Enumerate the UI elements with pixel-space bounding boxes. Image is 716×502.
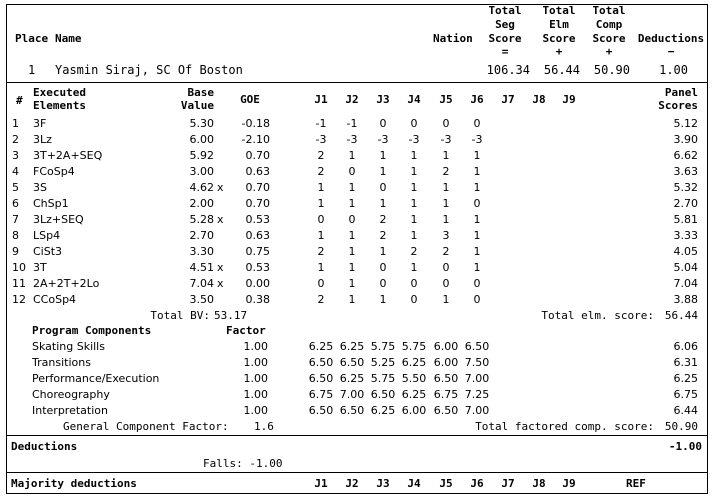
judge-header-6: J6 xyxy=(470,93,484,106)
skater-deductions: 1.00 xyxy=(659,63,688,77)
element-judge-6: -3 xyxy=(471,133,483,146)
component-name: Interpretation xyxy=(32,404,108,417)
component-judge-4: 6.00 xyxy=(401,404,427,417)
header-tes-4: + xyxy=(555,45,563,58)
component-judge-5: 6.50 xyxy=(433,404,459,417)
component-judge-2: 6.50 xyxy=(339,356,365,369)
element-judge-2: 0 xyxy=(348,165,356,178)
component-judge-5: 6.75 xyxy=(433,388,459,401)
col-goe: GOE xyxy=(240,93,260,106)
element-judge-5: 1 xyxy=(442,293,450,306)
component-factor: 1.00 xyxy=(243,372,268,385)
element-panel-score: 5.04 xyxy=(673,261,698,274)
components-header: Program Components xyxy=(32,324,152,337)
element-judge-5: -3 xyxy=(440,133,452,146)
gcf-label: General Component Factor: xyxy=(63,420,229,433)
element-judge-5: 1 xyxy=(442,197,450,210)
col-panel-1: Panel xyxy=(664,86,698,99)
element-judge-1: 1 xyxy=(317,261,325,274)
component-judge-6: 7.25 xyxy=(464,388,490,401)
element-panel-score: 4.05 xyxy=(673,245,698,258)
element-number: 5 xyxy=(12,181,19,194)
element-panel-score: 7.04 xyxy=(673,277,698,290)
component-score: 6.31 xyxy=(673,356,698,369)
deductions-label: Deductions xyxy=(11,440,78,453)
judge-header-2: J2 xyxy=(345,93,359,106)
header-place: Place xyxy=(15,32,49,45)
element-base-value: 2.00 xyxy=(189,197,214,210)
header-tss-4: = xyxy=(501,45,509,58)
element-judge-3: 0 xyxy=(379,277,387,290)
element-judge-4: 0 xyxy=(410,293,418,306)
element-judge-6: 1 xyxy=(473,165,481,178)
element-judge-1: 0 xyxy=(317,277,325,290)
majority-judge-8: J8 xyxy=(532,477,546,490)
element-number: 2 xyxy=(12,133,19,146)
element-goe: -0.18 xyxy=(241,117,270,130)
element-judge-3: 2 xyxy=(379,213,387,226)
component-factor: 1.00 xyxy=(243,340,268,353)
element-name: 3T+2A+SEQ xyxy=(33,149,103,162)
element-base-value: 4.51 xyxy=(189,261,214,274)
component-judge-1: 6.50 xyxy=(308,372,334,385)
element-judge-2: 1 xyxy=(348,277,356,290)
element-base-value: 4.62 xyxy=(189,181,214,194)
element-judge-6: 0 xyxy=(473,277,481,290)
element-panel-score: 3.88 xyxy=(673,293,698,306)
component-factor: 1.00 xyxy=(243,388,268,401)
total-comp-label: Total factored comp. score: xyxy=(475,420,654,433)
element-name: 3T xyxy=(33,261,47,274)
element-judge-2: 1 xyxy=(348,149,356,162)
element-judge-3: 1 xyxy=(379,197,387,210)
header-tss-1: Total xyxy=(488,4,522,17)
component-judge-2: 7.00 xyxy=(339,388,365,401)
element-name: ChSp1 xyxy=(33,197,69,210)
skater-pcs: 50.90 xyxy=(593,63,630,77)
header-ded-2: − xyxy=(667,45,675,58)
element-base-value: 3.30 xyxy=(189,245,214,258)
element-judge-4: 1 xyxy=(410,213,418,226)
element-base-value: 5.28 xyxy=(189,213,214,226)
col-executed-2: Elements xyxy=(33,99,86,112)
element-judge-3: 2 xyxy=(379,229,387,242)
header-pcs-1: Total xyxy=(592,4,626,17)
component-judge-4: 5.50 xyxy=(401,372,427,385)
element-judge-2: 0 xyxy=(348,213,356,226)
component-judge-3: 6.50 xyxy=(370,388,396,401)
element-number: 8 xyxy=(12,229,19,242)
factor-header: Factor xyxy=(226,324,266,337)
component-judge-2: 6.25 xyxy=(339,340,365,353)
element-judge-6: 1 xyxy=(473,245,481,258)
element-judge-3: 1 xyxy=(379,245,387,258)
col-num: # xyxy=(16,94,23,107)
component-judge-3: 5.75 xyxy=(370,372,396,385)
judge-header-1: J1 xyxy=(314,93,328,106)
element-name: 2A+2T+2Lo xyxy=(33,277,100,290)
header-pcs-3: Score xyxy=(592,32,626,45)
header-name: Name xyxy=(55,32,82,45)
element-name: CiSt3 xyxy=(33,245,63,258)
header-tes-2: Elm xyxy=(549,18,569,31)
col-base-1: Base xyxy=(187,86,214,99)
element-judge-1: 2 xyxy=(317,165,325,178)
judge-header-5: J5 xyxy=(439,93,453,106)
element-panel-score: 3.90 xyxy=(673,133,698,146)
element-judge-6: 0 xyxy=(473,293,481,306)
element-judge-2: 1 xyxy=(348,245,356,258)
judge-header-9: J9 xyxy=(562,93,576,106)
element-judge-1: 2 xyxy=(317,245,325,258)
element-judge-5: 2 xyxy=(442,165,450,178)
total-comp-value: 50.90 xyxy=(664,420,698,433)
element-name: 3Lz xyxy=(33,133,52,146)
element-name: 3Lz+SEQ xyxy=(33,213,84,226)
component-judge-4: 6.25 xyxy=(401,388,427,401)
element-judge-1: -1 xyxy=(315,117,327,130)
component-factor: 1.00 xyxy=(243,356,268,369)
component-judge-3: 6.25 xyxy=(370,404,396,417)
element-panel-score: 5.32 xyxy=(673,181,698,194)
header-tes-3: Score xyxy=(542,32,576,45)
deductions-total: -1.00 xyxy=(668,440,702,453)
element-judge-5: 1 xyxy=(442,149,450,162)
element-name: CCoSp4 xyxy=(33,293,77,306)
component-score: 6.25 xyxy=(673,372,698,385)
element-number: 11 xyxy=(12,277,26,290)
element-bonus-x: x xyxy=(217,261,224,274)
component-name: Skating Skills xyxy=(32,340,105,353)
element-judge-4: 0 xyxy=(410,277,418,290)
element-judge-1: 2 xyxy=(317,149,325,162)
element-number: 3 xyxy=(12,149,19,162)
element-judge-5: 0 xyxy=(442,277,450,290)
element-judge-5: 0 xyxy=(442,261,450,274)
component-factor: 1.00 xyxy=(243,404,268,417)
skater-tss: 106.34 xyxy=(486,63,530,77)
component-judge-1: 6.75 xyxy=(308,388,334,401)
element-judge-2: 1 xyxy=(348,293,356,306)
element-panel-score: 3.33 xyxy=(673,229,698,242)
element-goe: 0.70 xyxy=(245,149,270,162)
element-base-value: 3.00 xyxy=(189,165,214,178)
element-judge-5: 3 xyxy=(442,229,450,242)
element-judge-6: 0 xyxy=(473,197,481,210)
element-base-value: 5.30 xyxy=(189,117,214,130)
majority-judge-6: J6 xyxy=(470,477,484,490)
element-panel-score: 2.70 xyxy=(673,197,698,210)
component-judge-5: 6.00 xyxy=(433,340,459,353)
component-judge-1: 6.50 xyxy=(308,404,334,417)
element-bonus-x: x xyxy=(217,277,224,290)
element-judge-1: -3 xyxy=(315,133,327,146)
element-judge-2: -1 xyxy=(346,117,358,130)
divider-top xyxy=(6,82,708,83)
divider-deductions xyxy=(6,435,708,436)
element-judge-6: 1 xyxy=(473,261,481,274)
element-judge-4: 0 xyxy=(410,117,418,130)
falls-deduction: Falls: -1.00 xyxy=(203,457,283,470)
element-judge-2: 1 xyxy=(348,181,356,194)
element-judge-4: 1 xyxy=(410,165,418,178)
element-judge-1: 1 xyxy=(317,229,325,242)
element-bonus-x: x xyxy=(217,213,224,226)
element-goe: -2.10 xyxy=(241,133,270,146)
element-base-value: 6.00 xyxy=(189,133,214,146)
skater-place: 1 xyxy=(28,63,36,77)
component-judge-5: 6.50 xyxy=(433,372,459,385)
element-goe: 0.63 xyxy=(245,165,270,178)
element-judge-6: 1 xyxy=(473,181,481,194)
component-judge-6: 7.00 xyxy=(464,404,490,417)
element-judge-4: 1 xyxy=(410,197,418,210)
element-name: 3F xyxy=(33,117,47,130)
element-judge-3: 1 xyxy=(379,293,387,306)
element-judge-2: 1 xyxy=(348,197,356,210)
element-judge-5: 0 xyxy=(442,117,450,130)
col-executed-1: Executed xyxy=(33,86,86,99)
element-goe: 0.75 xyxy=(245,245,270,258)
element-judge-4: 1 xyxy=(410,181,418,194)
element-judge-5: 1 xyxy=(442,213,450,226)
majority-judge-3: J3 xyxy=(376,477,390,490)
element-judge-3: 1 xyxy=(379,165,387,178)
element-bonus-x: x xyxy=(217,181,224,194)
divider-majority xyxy=(6,472,708,473)
component-judge-4: 6.25 xyxy=(401,356,427,369)
judge-header-7: J7 xyxy=(501,93,515,106)
element-goe: 0.00 xyxy=(245,277,270,290)
total-bv-label: Total BV: xyxy=(150,309,210,322)
element-judge-4: 2 xyxy=(410,245,418,258)
header-nation: Nation xyxy=(433,32,473,45)
element-judge-3: 1 xyxy=(379,149,387,162)
element-goe: 0.38 xyxy=(245,293,270,306)
element-name: FCoSp4 xyxy=(33,165,75,178)
element-name: LSp4 xyxy=(33,229,61,242)
element-judge-6: 0 xyxy=(473,117,481,130)
element-number: 10 xyxy=(12,261,26,274)
col-base-2: Value xyxy=(180,99,214,112)
majority-label: Majority deductions xyxy=(11,477,137,490)
header-ded-1: Deductions xyxy=(637,32,705,45)
judge-header-3: J3 xyxy=(376,93,390,106)
header-pcs-4: + xyxy=(605,45,613,58)
majority-judge-2: J2 xyxy=(345,477,359,490)
judge-header-4: J4 xyxy=(407,93,421,106)
component-score: 6.44 xyxy=(673,404,698,417)
element-goe: 0.53 xyxy=(245,261,270,274)
component-score: 6.75 xyxy=(673,388,698,401)
majority-judge-4: J4 xyxy=(407,477,421,490)
header-pcs-2: Comp xyxy=(595,18,623,31)
element-base-value: 7.04 xyxy=(189,277,214,290)
component-judge-6: 7.00 xyxy=(464,372,490,385)
element-base-value: 2.70 xyxy=(189,229,214,242)
col-panel-2: Scores xyxy=(658,99,698,112)
skater-name: Yasmin Siraj, SC Of Boston xyxy=(55,63,243,77)
element-judge-6: 1 xyxy=(473,213,481,226)
element-panel-score: 3.63 xyxy=(673,165,698,178)
component-judge-2: 6.25 xyxy=(339,372,365,385)
element-goe: 0.53 xyxy=(245,213,270,226)
element-base-value: 5.92 xyxy=(189,149,214,162)
element-base-value: 3.50 xyxy=(189,293,214,306)
component-judge-3: 5.75 xyxy=(370,340,396,353)
component-judge-5: 6.00 xyxy=(433,356,459,369)
component-name: Performance/Execution xyxy=(32,372,160,385)
total-elm-value: 56.44 xyxy=(664,309,698,322)
component-judge-2: 6.50 xyxy=(339,404,365,417)
element-number: 9 xyxy=(12,245,19,258)
element-panel-score: 5.81 xyxy=(673,213,698,226)
element-number: 6 xyxy=(12,197,19,210)
element-judge-1: 1 xyxy=(317,181,325,194)
element-judge-6: 1 xyxy=(473,229,481,242)
header-tss-2: Seg xyxy=(495,18,515,31)
element-number: 7 xyxy=(12,213,19,226)
total-bv-value: 53.17 xyxy=(214,309,248,322)
component-name: Transitions xyxy=(32,356,91,369)
skater-tes: 56.44 xyxy=(543,63,580,77)
element-judge-2: 1 xyxy=(348,229,356,242)
element-judge-3: -3 xyxy=(377,133,389,146)
element-number: 12 xyxy=(12,293,26,306)
component-judge-1: 6.50 xyxy=(308,356,334,369)
element-panel-score: 6.62 xyxy=(673,149,698,162)
gcf-value: 1.6 xyxy=(254,420,274,433)
element-judge-1: 1 xyxy=(317,197,325,210)
majority-judge-5: J5 xyxy=(439,477,453,490)
element-goe: 0.70 xyxy=(245,181,270,194)
element-judge-3: 0 xyxy=(379,261,387,274)
component-judge-6: 6.50 xyxy=(464,340,490,353)
element-judge-6: 1 xyxy=(473,149,481,162)
element-judge-4: 1 xyxy=(410,149,418,162)
majority-judge-9: J9 xyxy=(562,477,576,490)
total-elm-label: Total elm. score: xyxy=(541,309,654,322)
component-judge-6: 7.50 xyxy=(464,356,490,369)
element-goe: 0.70 xyxy=(245,197,270,210)
element-name: 3S xyxy=(33,181,47,194)
element-judge-2: 1 xyxy=(348,261,356,274)
element-judge-4: -3 xyxy=(408,133,420,146)
element-judge-3: 0 xyxy=(379,117,387,130)
element-judge-1: 0 xyxy=(317,213,325,226)
element-judge-5: 2 xyxy=(442,245,450,258)
component-judge-1: 6.25 xyxy=(308,340,334,353)
majority-judge-7: J7 xyxy=(501,477,515,490)
element-judge-3: 0 xyxy=(379,181,387,194)
header-tss-3: Score xyxy=(488,32,522,45)
judge-header-8: J8 xyxy=(532,93,546,106)
element-judge-1: 2 xyxy=(317,293,325,306)
element-judge-4: 1 xyxy=(410,261,418,274)
component-score: 6.06 xyxy=(673,340,698,353)
component-name: Choreography xyxy=(32,388,110,401)
element-panel-score: 5.12 xyxy=(673,117,698,130)
header-tes-1: Total xyxy=(542,4,576,17)
element-judge-5: 1 xyxy=(442,181,450,194)
component-judge-4: 5.75 xyxy=(401,340,427,353)
element-number: 1 xyxy=(12,117,19,130)
element-judge-4: 1 xyxy=(410,229,418,242)
element-number: 4 xyxy=(12,165,19,178)
component-judge-3: 5.25 xyxy=(370,356,396,369)
majority-ref: REF xyxy=(626,477,646,490)
majority-judge-1: J1 xyxy=(314,477,328,490)
element-goe: 0.63 xyxy=(245,229,270,242)
element-judge-2: -3 xyxy=(346,133,358,146)
